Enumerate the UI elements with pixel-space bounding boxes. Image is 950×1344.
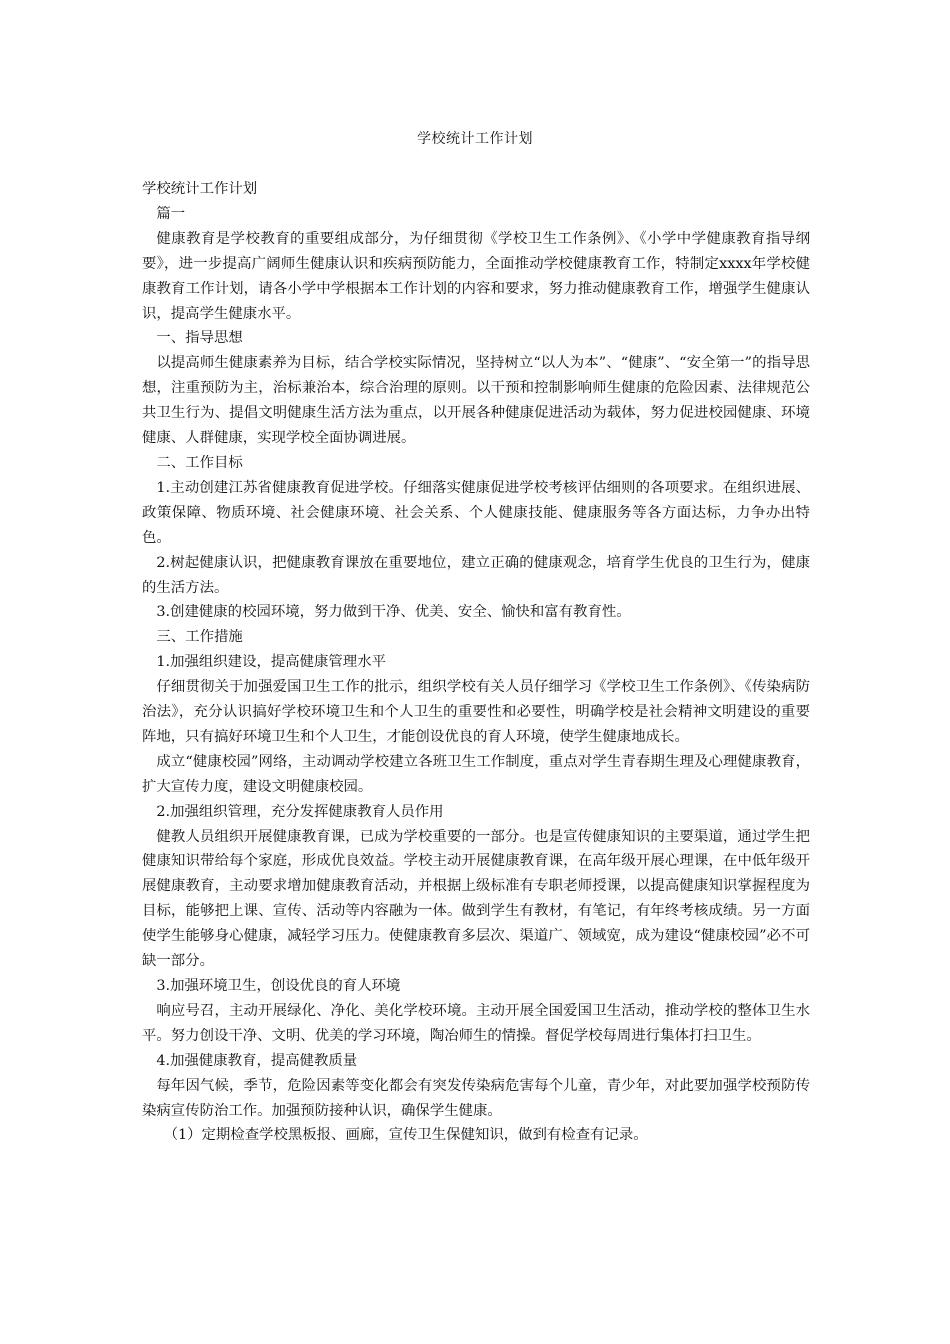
paragraph: 健康教育是学校教育的重要组成部分，为仔细贯彻《学校卫生工作条例》、《小学中学健康教育指导纲要》，进一步提高广阔师生健康认识和疾病预防能力，全面推动学校健康教育工作，特制定xxxx年学校健康教育工作计划，请各小学中学根据本工作计划的内容和要求，努力推动健康教育工作，增强学生健康认识，提高学生健康水平。 xyxy=(142,230,810,322)
paragraph: 3.创建健康的校园环境，努力做到干净、优美、安全、愉快和富有教育性。 xyxy=(156,604,631,621)
paragraph: 仔细贯彻关于加强爱国卫生工作的批示，组织学校有关人员仔细学习《学校卫生工作条例》、《传染病防治法》，充分认识搞好学校环境卫生和个人卫生的重要性和必要性，明确学校是社会精神文明建设的重要阵地，只有搞好环境卫生和个人卫生，才能创设优良的育人环境，使学生健康地成长。 xyxy=(142,679,810,745)
document-body xyxy=(142,177,810,1148)
paragraph: 以提高师生健康素养为目标，结合学校实际情况，坚持树立“以人为本”、“健康”、“安全第一”的指导思想，注重预防为主，治标兼治本，综合治理的原则。以干预和控制影响师生健康的危险因素、法律规范公共卫生行为、提倡文明健康生活方法为重点，以开展各种健康促进活动为载体，努力促进校园健康、环境健康、人群健康，实现学校全面协调进展。 xyxy=(142,355,810,447)
paragraph: 4.加强健康教育，提高健教质量 xyxy=(156,1052,358,1069)
paragraph: （1）定期检查学校黑板报、画廊，宣传卫生保健知识，做到有检查有记录。 xyxy=(163,1127,648,1144)
paragraph: 响应号召，主动开展绿化、净化、美化学校环境。主动开展全国爱国卫生活动，推动学校的整体卫生水平。努力创设干净、文明、优美的学习环境，陶冶师生的情操。督促学校每周进行集体打扫卫生。 xyxy=(142,1002,810,1044)
paragraph: 篇一 xyxy=(156,205,186,222)
paragraph: 3.加强环境卫生，创设优良的育人环境 xyxy=(156,978,401,994)
paragraph: 1.加强组织建设，提高健康管理水平 xyxy=(156,654,386,671)
paragraph: 学校统计工作计划 xyxy=(142,181,258,197)
paragraph: 2.树起健康认识，把健康教育课放在重要地位，建立正确的健康观念，培育学生优良的卫生行为，健康的生活方法。 xyxy=(142,554,810,596)
paragraph: 成立“健康校园”网络，主动调动学校建立各班卫生工作制度，重点对学生青春期生理及心理健康教育，扩大宣传力度，建设文明健康校园。 xyxy=(142,753,810,795)
paragraph: 一、指导思想 xyxy=(156,330,243,347)
paragraph: 健教人员组织开展健康教育课，已成为学校重要的一部分。也是宣传健康知识的主要渠道，通过学生把健康知识带给每个家庭，形成优良效益。学校主动开展健康教育课，在高年级开展心理课，在中低年级开展健康教育，主动要求增加健康教育活动，并根据上级标准有专职老师授课，以提高健康知识掌握程度为目标，能够把上课、宣传、活动等内容融为一体。做到学生有教材，有笔记，有年终考核成绩。另一方面使学生能够身心健康，减轻学习压力。使健康教育多层次、渠道广、领域宽，成为建设“健康校园”必不可缺一部分。 xyxy=(142,828,810,970)
paragraph: 2.加强组织管理，充分发挥健康教育人员作用 xyxy=(156,803,444,820)
paragraph: 1.主动创建江苏省健康教育促进学校。仔细落实健康促进学校考核评估细则的各项要求。在组织进展、政策保障、物质环境、社会健康环境、社会关系、个人健康技能、健康服务等各方面达标，力争办出特色。 xyxy=(142,479,810,546)
paragraph: 二、工作目标 xyxy=(156,454,243,471)
paragraph: 每年因气候，季节，危险因素等变化都会有突发传染病危害每个儿童，青少年，对此要加强学校预防传染病宣传防治工作。加强预防接种认识，确保学生健康。 xyxy=(142,1077,810,1119)
document-title: 学校统计工作计划 xyxy=(417,131,533,147)
paragraph: 三、工作措施 xyxy=(156,629,243,646)
